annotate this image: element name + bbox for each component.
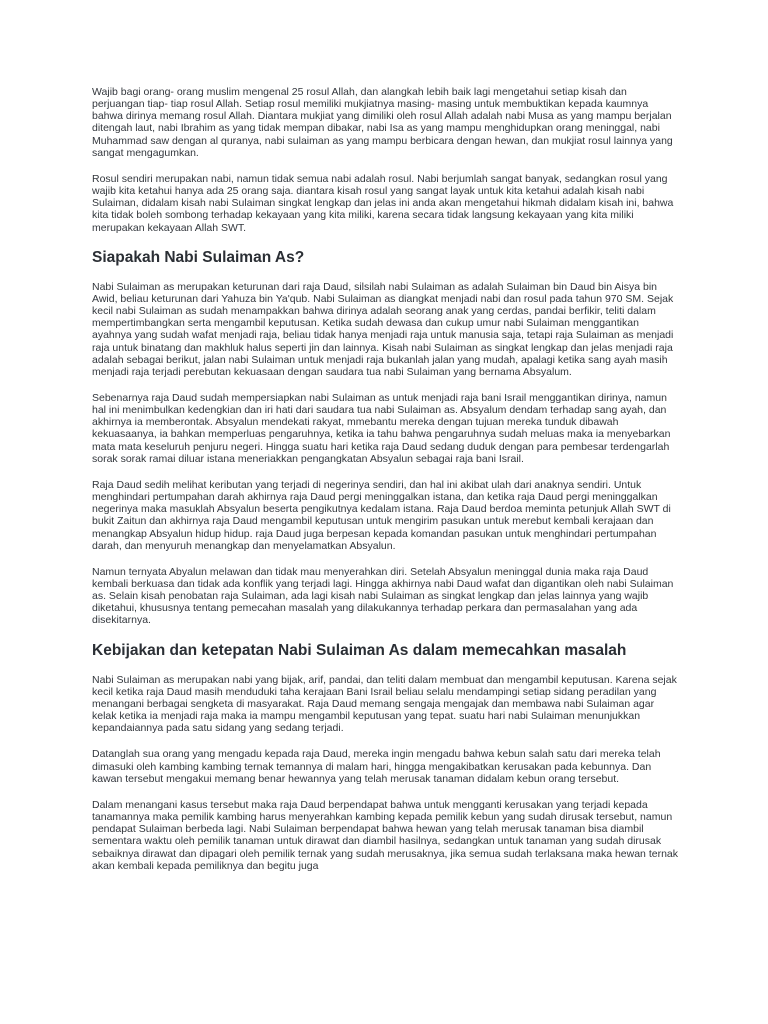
intro-paragraph-2: Rosul sendiri merupakan nabi, namun tidak semua nabi adalah rosul. Nabi berjumlah sangat banyak, sedangkan rosul yang wajib kita ketahui hanya ada 25 orang saja. diantara kisah rosul yang sangat layak untuk kita ketahui adalah kisah nabi Sulaiman, didalam kisah nabi Sulaiman singkat lengkap dan jelas ini anda akan mengetahui hikmah didalam kisah ini, bahwa kita tidak boleh sombong terhadap kekayaan yang kita miliki, karena secara tidak langsung kekayaan yang kita miliki merupakan kekayaan Allah SWT.: [92, 172, 674, 234]
section-heading-siapakah: Siapakah Nabi Sulaiman As?: [92, 248, 305, 266]
section2-paragraph-2: Datanglah sua orang yang mengadu kepada raja Daud, mereka ingin mengadu bahwa kebun salah satu dari mereka telah dimasuki oleh kambing kambing ternak temannya di malam hari, hingga mengakibatkan kerusakan pada kebunnya. Dan kawan tersebut mengakui memang benar hewannya yang telah merusak tanaman didalam kebun orang tersebut.: [92, 748, 661, 785]
section1-paragraph-1: Nabi Sulaiman as merupakan keturunan dari raja Daud, silsilah nabi Sulaiman as adalah Sulaiman bin Daud bin Aisya bin Awid, beliau keturunan dari Yahuza bin Ya'qub. Nabi Sulaiman as diangkat menjadi nabi dan rosul pada tahun 970 SM. Sejak kecil nabi Sulaiman as sudah menampakkan bahwa dirinya adalah seorang anak yang cerdas, pandai berfikir, teliti dalam mempertimbangkan serta mengambil keputusan. Ketika sudah dewasa dan cukup umur nabi Sulaiman menggantikan ayahnya yang sudah wafat menjadi raja, beliau tidak hanya menjadi raja untuk manusia saja, tetapi raja Sulaiman as menjadi raja untuk binatang dan makhluk halus seperti jin dan lainnya. Kisah nabi Sulaiman as singkat lengkap dan jelas menjadi raja adalah sebagai berikut, jalan nabi Sulaiman untuk menjadi raja bukanlah jalan yang mudah, apalagi ketika sang ayah masih menjadi raja terjadi perebutan kekuasaan dengan saudara tua nabi Sulaiman yang bernama Absyalum.: [92, 280, 674, 378]
section1-paragraph-4: Namun ternyata Abyalun melawan dan tidak mau menyerahkan diri. Setelah Absyalun meninggal dunia maka raja Daud kembali berkuasa dan tidak ada konflik yang terjadi lagi. Hingga akhirnya nabi Daud wafat dan digantikan oleh nabi Sulaiman as. Selain kisah penobatan raja Sulaiman, ada lagi kisah nabi Sulaiman as singkat lengkap dan jelas lainnya yang wajib diketahui, khususnya tentang pemecahan masalah yang dilakukannya terhadap perkara dan permasalahan yang ada disekitarnya.: [92, 565, 674, 627]
article-body: [92, 86, 678, 886]
intro-paragraph-1: Wajib bagi orang- orang muslim mengenal 25 rosul Allah, dan alangkah lebih baik lagi mengetahui setiap kisah dan perjuangan tiap- tiap rosul Allah. Setiap rosul memiliki mukjiatnya masing- masing untuk membuktikan kepada kaumnya bahwa dirinya memang rosul Allah. Diantara mukjiat yang dimiliki oleh rosul Allah adalah nabi Musa as yang mampu berjalan ditengah laut, nabi Ibrahim as yang tidak mempan dibakar, nabi Isa as yang mampu menghidupkan orang meninggal, nabi Muhammad saw dengan al quranya, nabi sulaiman as yang mampu berbicara dengan hewan, dan mukjiat rosul lainnya yang sangat mengagumkan.: [92, 86, 673, 159]
section1-paragraph-3: Raja Daud sedih melihat keributan yang terjadi di negerinya sendiri, dan hal ini akibat ulah dari anaknya sendiri. Untuk menghindari pertumpahan darah akhirnya raja Daud pergi meninggalkan istana, dan ketika raja Daud pergi meninggalkan negerinya maka masuklah Absyalun beserta pengikutnya kedalam istana. Raja Daud berdoa meminta petunjuk Allah SWT di bukit Zaitun dan akhirnya raja Daud mengambil keputusan untuk mengirim pasukan untuk merebut kembali kerajaan dan menangkap Absyalun hidup hidup. raja Daud juga berpesan kepada komandan pasukan untuk menghindari pertumpahan darah, dan menyuruh menangkap dan menyelamatkan Absyalun.: [92, 478, 671, 552]
section-heading-kebijakan: Kebijakan dan ketepatan Nabi Sulaiman As dalam memecahkan masalah: [92, 641, 627, 659]
section1-paragraph-2: Sebenarnya raja Daud sudah mempersiapkan nabi Sulaiman as untuk menjadi raja bani Israil menggantikan dirinya, namun hal ini menimbulkan kedengkian dan iri hati dari saudara tua nabi Sulaiman as. Absyalum dendam terhadap sang ayah, dan akhirnya ia memberontak. Absyalun mendekati rakyat, mmebantu mereka dengan tujuan mereka tunduk dibawah kekuasaanya, ia bahkan memperluas pengaruhnya, ketika ia tahu bahwa pengaruhnya sudah meluas maka ia menyebarkan mata mata keseluruh penjuru negeri. Hingga suatu hari ketika raja Daud sedang duduk dengan para pembesar terdengarlah sorak sorak ramai diluar istana meneriakkan pengangkatan Absyalun sebagai raja bani Israil.: [92, 391, 671, 465]
section2-paragraph-1: Nabi Sulaiman as merupakan nabi yang bijak, arif, pandai, dan teliti dalam membuat dan mengambil keputusan. Karena sejak kecil ketika raja Daud masih menduduki taha kerajaan Bani Israil beliau selalu mendampingi setiap sidang peradilan yang menangani berbagai sengketa di masyarakat. Raja Daud memang sengaja mengajak dan membawa nabi Sulaiman agar kelak ketika ia menjadi raja maka ia mampu mengambil keputusan yang tepat. suatu hari nabi Sulaiman menunjukkan kepandaiannya pada satu sidang yang sedang terjadi.: [92, 673, 677, 735]
section2-paragraph-3: Dalam menangani kasus tersebut maka raja Daud berpendapat bahwa untuk mengganti kerusakan yang terjadi kepada tanamannya maka pemilik kambing harus menyerahkan kambing kepada pemilik kebun yang sudah dirusak tersebut, namun pendapat Sulaiman berbeda lagi. Nabi Sulaiman berpendapat bahwa hewan yang telah merusak tanaman bisa diambil sementara waktu oleh pemilik tanaman untuk dirawat dan diambil hasilnya, sedangkan untuk tanaman yang sudah dirusak sebaiknya dirawat dan dipagari oleh pemilik ternak yang sudah merusaknya, jika semua sudah terlaksana maka hewan ternak akan kembali kepada pemiliknya dan begitu juga: [92, 798, 679, 872]
